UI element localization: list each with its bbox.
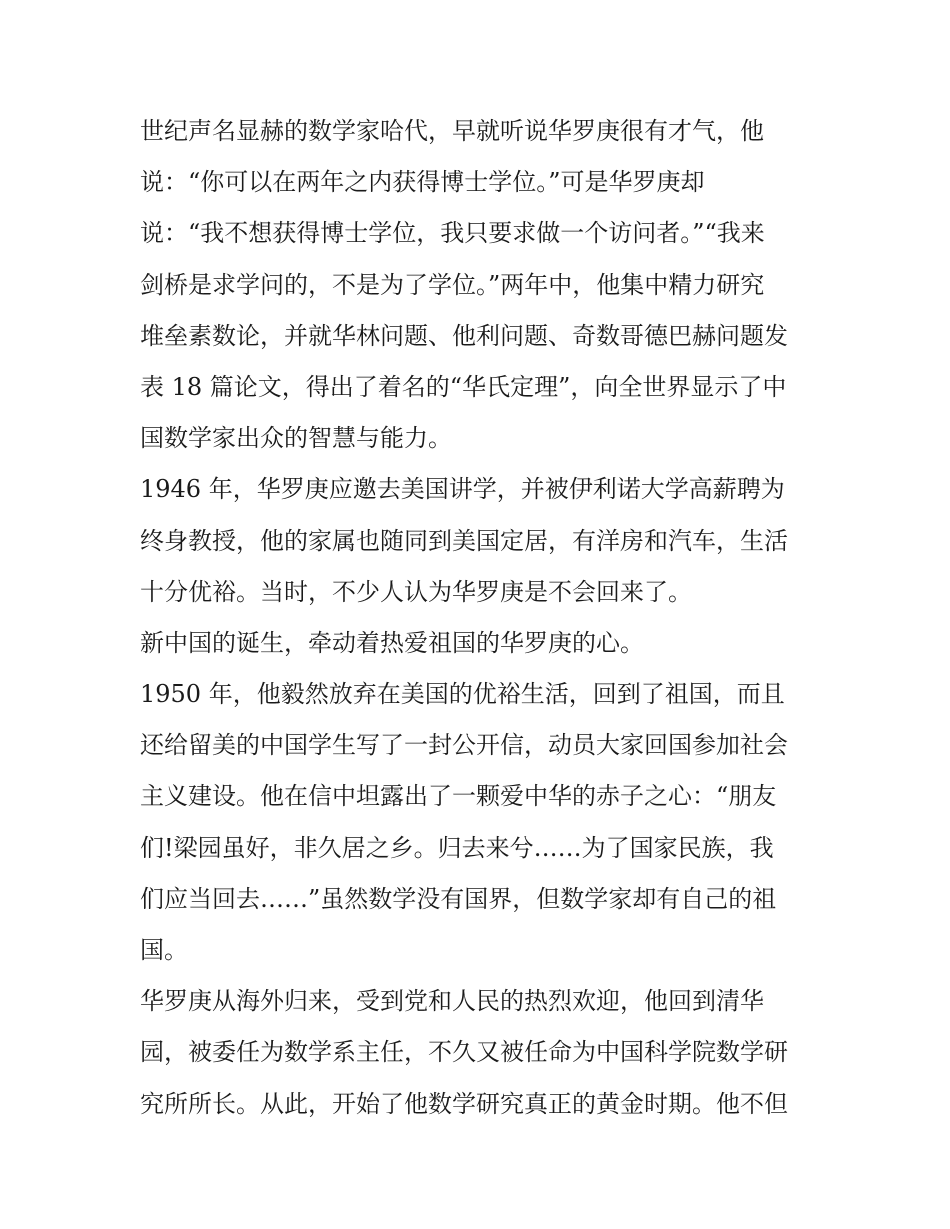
text-line: 十分优裕。当时，不少人认为华罗庚是不会回来了。 [140,577,692,606]
text-line: 说：“我不想获得博士学位，我只要求做一个访问者。”“我来 [140,219,765,248]
text-line: 堆垒素数论，并就华林问题、他利问题、奇数哥德巴赫问题发 [140,321,788,350]
text-line: 说：“你可以在两年之内获得博士学位。”可是华罗庚却 [140,168,705,197]
text-line: 华罗庚从海外归来，受到党和人民的热烈欢迎，他回到清华 [140,987,764,1016]
text-line: 主义建设。他在信中坦露出了一颗爱中华的赤子之心：“朋友 [140,782,777,811]
text-line: 剑桥是求学问的，不是为了学位。”两年中，他集中精力研究 [140,270,765,299]
text-line: 们!梁园虽好，非久居之乡。归去来兮……为了国家民族，我 [140,833,774,862]
text-line: 们应当回去……”虽然数学没有国界，但数学家却有自己的祖 [140,884,777,913]
text-line: 园，被委任为数学系主任，不久又被任命为中国科学院数学研 [140,1038,788,1067]
text-line: 表 18 篇论文，得出了着名的“华氏定理”，向全世界显示了中 [140,372,787,401]
text-line: 世纪声名显赫的数学家哈代，早就听说华罗庚很有才气，他 [140,117,764,145]
text-line: 还给留美的中国学生写了一封公开信，动员大家回国参加社会 [140,731,788,760]
text-line: 国。 [140,936,188,964]
text-line: 国数学家出众的智慧与能力。 [140,424,452,453]
body-text [140,106,820,1130]
text-line: 究所所长。从此，开始了他数学研究真正的黄金时期。他不但 [140,1089,788,1118]
text-line: 终身教授，他的家属也随同到美国定居，有洋房和汽车，生活 [140,526,788,555]
text-line: 1950 年，他毅然放弃在美国的优裕生活，回到了祖国，而且 [140,680,785,709]
text-line: 新中国的诞生，牵动着热爱祖国的华罗庚的心。 [140,628,644,657]
text-line: 1946 年，华罗庚应邀去美国讲学，并被伊利诺大学高薪聘为 [140,475,785,504]
